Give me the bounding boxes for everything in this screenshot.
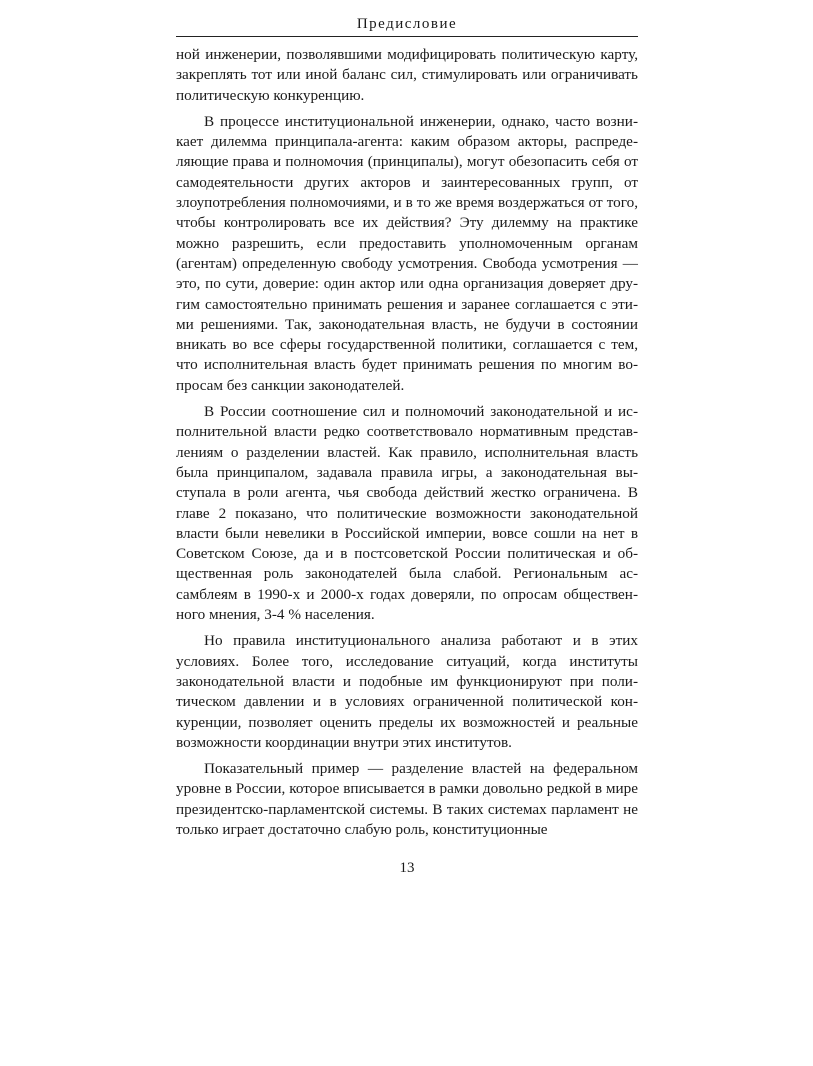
paragraph: В процессе институциональной инженерии, однако, часто возникает дилемма принципала-агента: каким образом акторы, распределяющие права и полномочия (принципалы), могут обезопасить себя от самодеятельности других акторов и заинтересованных групп, от злоупотребления полномочиями, и в то же время воздержаться от того, чтобы контролировать все их действия? Эту дилемму на практике можно разрешить, если предоставить уполномоченным органам (агентам) определенную свободу усмотрения. Свобода усмотрения — это, по сути, доверие: один актор или одна организация доверяет другим самостоятельно принимать решения и заранее соглашается с этими решениями. Так, законодательная власть, не будучи в состоянии вникать во все сферы государственной политики, соглашается с тем, что исполнительная власть будет принимать решения по многим вопросам без санкции законодателей. xyxy=(176,112,638,394)
paragraph-continuation: ной инженерии, позволявшими модифицировать политическую карту, закреплять тот или иной баланс сил, стимулировать или ограничивать политическую конкуренцию. xyxy=(176,46,638,104)
book-page xyxy=(176,14,638,878)
paragraph: Показательный пример — разделение властей на федеральном уровне в России, которое вписывается в рамки довольно редкой в мире президентско-парламентской системы. В таких системах парламент не только играет достаточно слабую роль, конституционные xyxy=(176,760,638,838)
body-text xyxy=(176,45,638,840)
paragraph: Но правила институционального анализа работают и в этих условиях. Более того, исследование ситуаций, когда институты законодательной власти и подобные им функционируют при политическом давлении и в условиях ограниченной политической конкуренции, позволяет оценить пределы их возможностей и реальные возможности координации внутри этих институтов. xyxy=(176,632,638,751)
running-header: Предисловие xyxy=(356,16,458,32)
header-rule xyxy=(176,36,638,37)
paragraph: В России соотношение сил и полномочий законодательной и исполнительной власти редко соответствовало нормативным представлениям о разделении властей. Как правило, исполнительная власть была принципалом, задавала правила игры, а законодательная выступала в роли агента, чья свобода действий жестко ограничена. В главе 2 показано, что политические возможности законодательной власти были невелики в Российской империи, вовсе сошли на нет в Советском Союзе, да и в постсоветской России политическая и общественная роль законодателей была слабой. Региональным ассамблеям в 1990-х и 2000-х годах доверяли, по опросам общественного мнения, 3-4 % населения. xyxy=(176,403,638,624)
page-number: 13 xyxy=(399,860,415,877)
